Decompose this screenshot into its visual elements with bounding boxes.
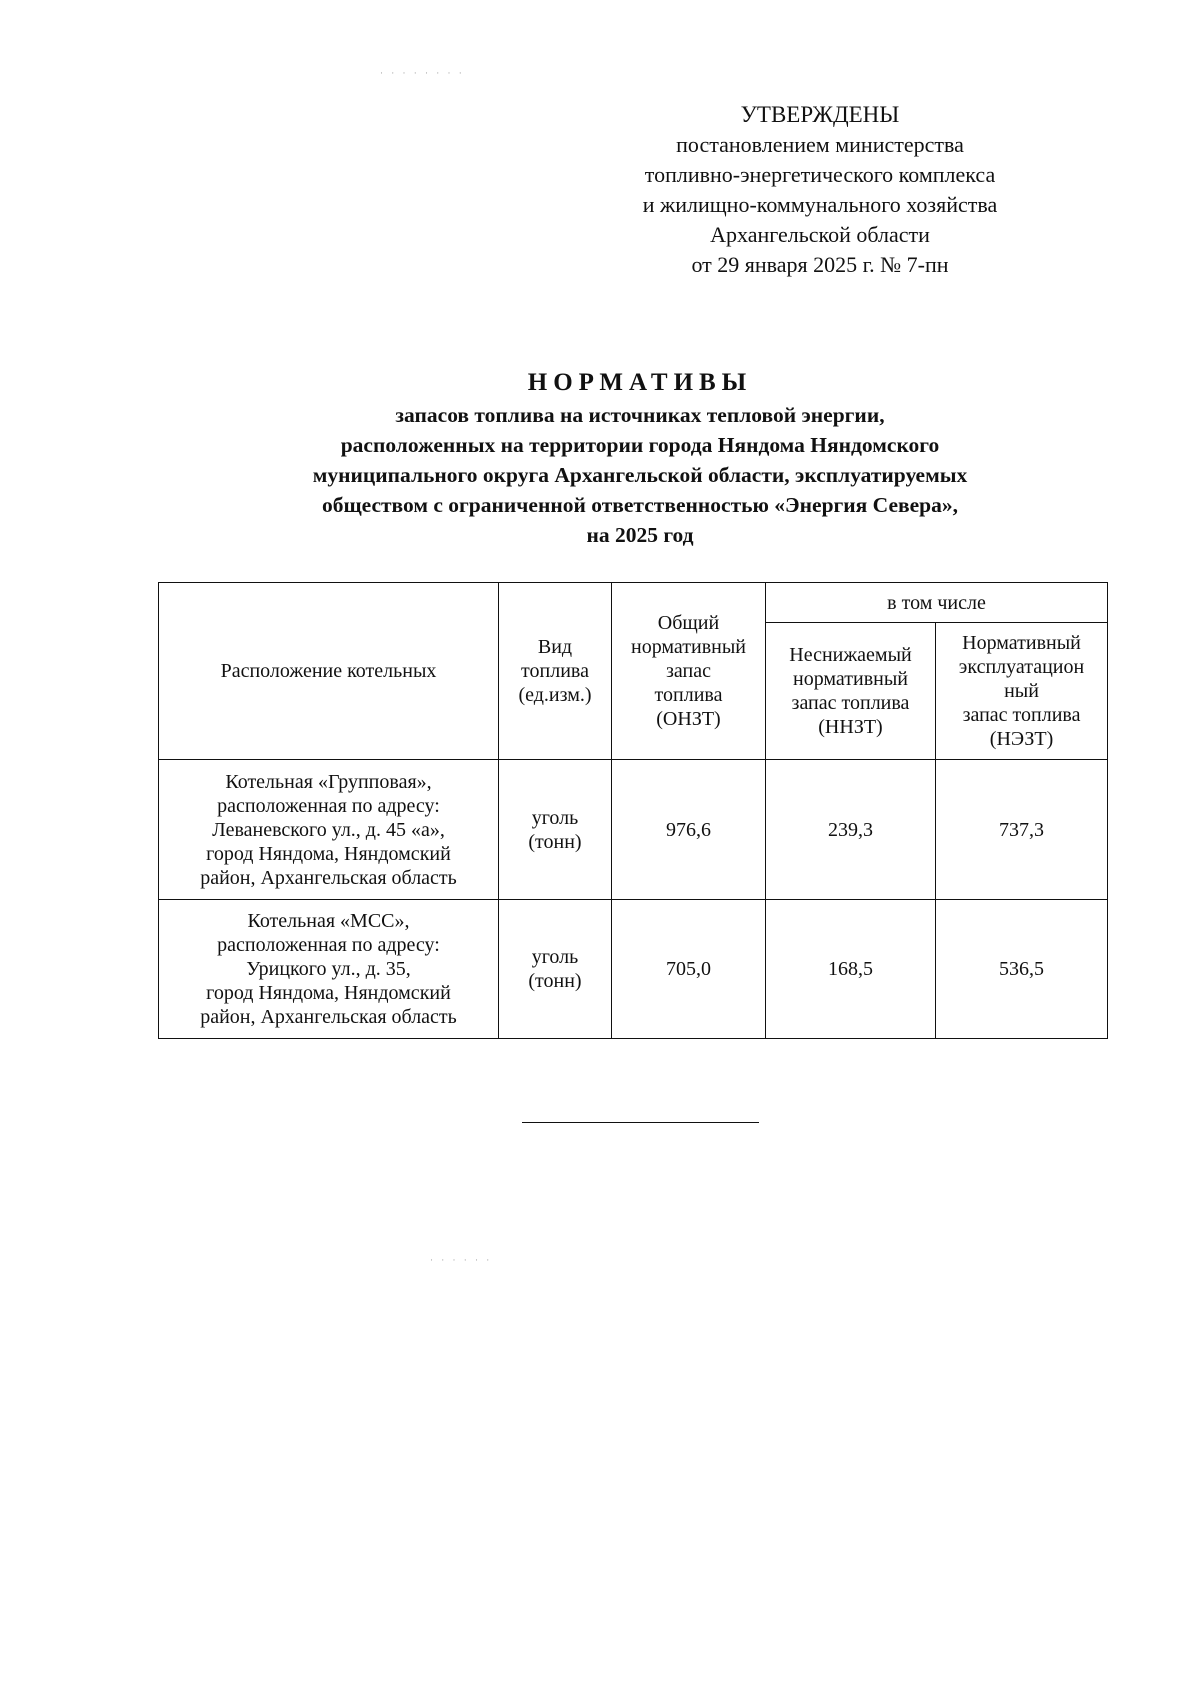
approval-line: топливно-энергетического комплекса (644, 162, 996, 187)
header-text: Нормативный (962, 632, 1081, 654)
nnzt-cell: 168,5 (766, 900, 936, 1039)
closing-divider-line (522, 1122, 759, 1123)
header-text: топлива (654, 684, 723, 706)
subtitle-line: обществом с ограниченной ответственностью «Энергия Севера», (321, 493, 958, 517)
header-text: эксплуатацион (958, 656, 1085, 678)
cell-text: расположенная по адресу: (217, 934, 440, 956)
fuel-type-cell (499, 900, 612, 1039)
table-row (159, 760, 1108, 900)
header-nnzt (766, 623, 936, 760)
document-title: НОРМАТИВЫ (527, 369, 753, 396)
approval-line: постановлением министерства (676, 132, 964, 157)
header-text: (ОНЗТ) (656, 708, 721, 730)
subtitle-line: на 2025 год (586, 523, 694, 547)
scan-noise: · · · · · · (430, 1255, 493, 1265)
header-fuel-type (499, 583, 612, 760)
cell-text: город Няндома, Няндомский (206, 982, 451, 1004)
header-including (766, 583, 1108, 623)
header-text: Общий (657, 612, 720, 634)
header-text: (ННЗТ) (818, 716, 883, 738)
cell-text: (тонн) (528, 970, 582, 992)
header-including-text: в том числе (887, 591, 986, 614)
nezt-cell: 536,5 (936, 900, 1108, 1039)
header-text: топлива (521, 660, 589, 682)
table-row (159, 900, 1108, 1039)
header-location (159, 583, 499, 760)
approval-date-line: от 29 января 2025 г. № 7-пн (691, 252, 949, 277)
cell-text: район, Архангельская область (200, 1006, 457, 1028)
subtitle-line: расположенных на территории города Няндома Няндомского (340, 433, 940, 457)
total-reserve-cell: 976,6 (612, 760, 766, 900)
cell-text: Котельная «Групповая», (225, 770, 432, 793)
approval-line: и жилищно-коммунального хозяйства (642, 192, 998, 217)
header-text: Неснижаемый (789, 644, 912, 666)
approval-stamp-block (560, 100, 1080, 280)
scan-noise: · · · · · · · · (380, 68, 465, 78)
document-title-block (140, 366, 1140, 550)
header-text: (НЭЗТ) (989, 728, 1054, 750)
header-total-reserve (612, 583, 766, 760)
header-nezt (936, 623, 1108, 760)
subtitle-line: муниципального округа Архангельской области, эксплуатируемых (312, 463, 968, 487)
approval-heading: УТВЕРЖДЕНЫ (740, 102, 900, 127)
header-text: запас топлива (791, 692, 910, 714)
header-text: Вид (537, 636, 573, 658)
boiler-location-cell (159, 760, 499, 900)
header-text: запас топлива (962, 704, 1081, 726)
nezt-cell: 737,3 (936, 760, 1108, 900)
cell-text: район, Архангельская область (200, 866, 457, 889)
fuel-norms-table (158, 582, 1108, 1039)
header-text: нормативный (792, 668, 908, 690)
header-text: нормативный (630, 636, 746, 658)
header-text: ный (1004, 680, 1039, 702)
cell-text: уголь (531, 806, 579, 829)
header-location-text: Расположение котельных (220, 660, 437, 682)
cell-text: расположенная по адресу: (217, 794, 440, 817)
cell-text: Урицкого ул., д. 35, (246, 958, 411, 980)
subtitle-line: запасов топлива на источниках тепловой энергии, (395, 403, 885, 427)
cell-text: Котельная «МСС», (247, 910, 410, 932)
nnzt-cell: 239,3 (766, 760, 936, 900)
approval-line: Архангельской области (710, 222, 930, 247)
header-text: запас (666, 660, 711, 682)
header-text: (ед.изм.) (518, 684, 592, 706)
total-reserve-cell: 705,0 (612, 900, 766, 1039)
boiler-location-cell (159, 900, 499, 1039)
cell-text: (тонн) (528, 830, 582, 853)
cell-text: уголь (531, 946, 579, 968)
cell-text: город Няндома, Няндомский (206, 842, 451, 865)
cell-text: Леваневского ул., д. 45 «а», (212, 818, 445, 841)
fuel-type-cell (499, 760, 612, 900)
